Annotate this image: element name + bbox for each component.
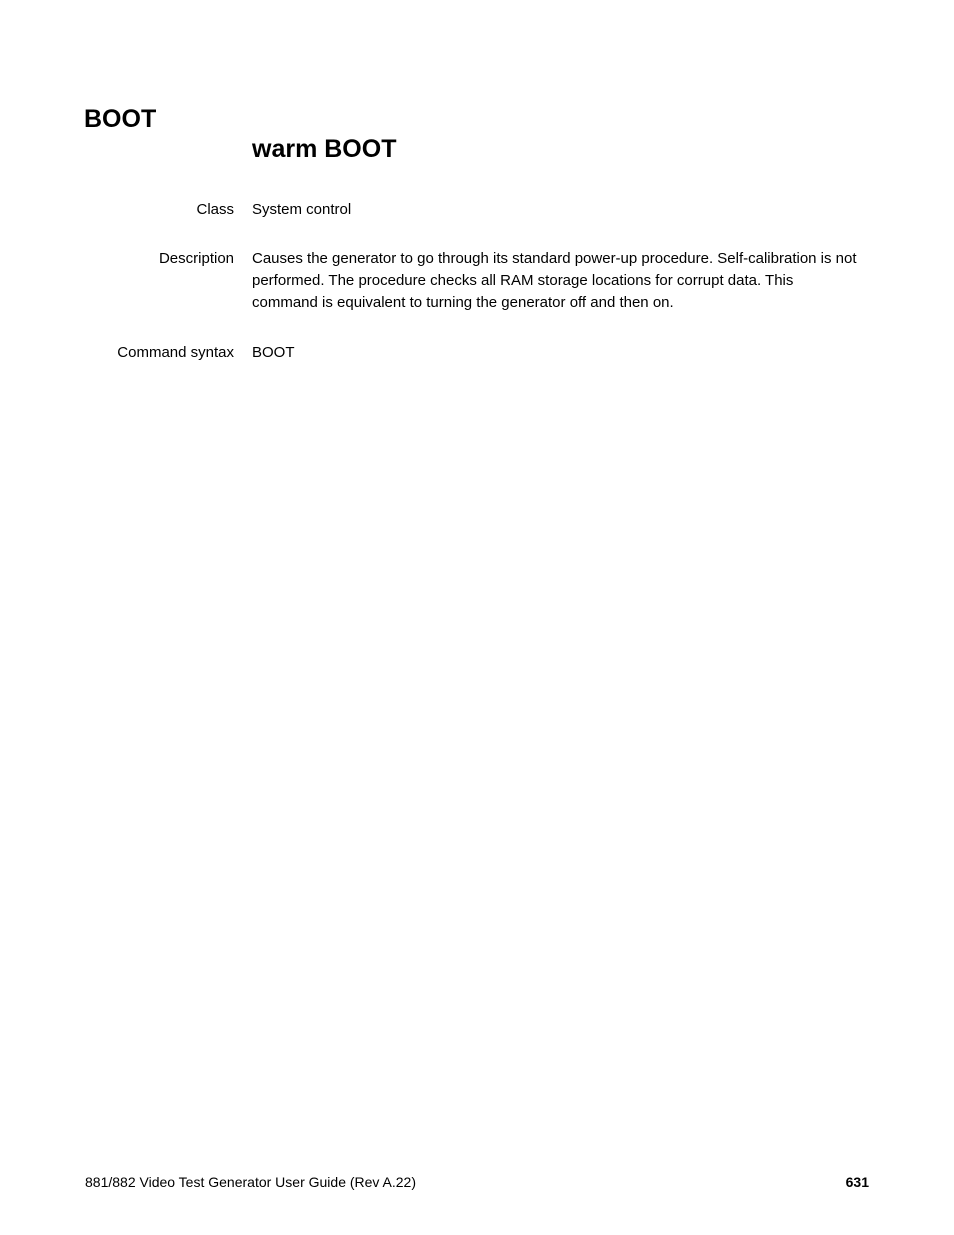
footer-page-number: 631 <box>845 1174 869 1190</box>
command-syntax-label: Command syntax <box>117 344 234 361</box>
class-label: Class <box>196 201 234 218</box>
footer-guide-title: 881/882 Video Test Generator User Guide (Rev A.22) <box>85 1174 417 1190</box>
class-value: System control <box>252 201 352 218</box>
description-label: Description <box>158 250 234 267</box>
description-value: Causes the generator to go through its standard power-up procedure. Self-calibration is not performed. The procedure checks all RAM storage locations for corrupt data. This command is equivalent to turning the generator off and then on. <box>252 250 857 311</box>
command-syntax-value: BOOT <box>252 344 295 361</box>
command-title-heading: warm BOOT <box>252 135 397 163</box>
command-name-heading: BOOT <box>84 105 157 133</box>
